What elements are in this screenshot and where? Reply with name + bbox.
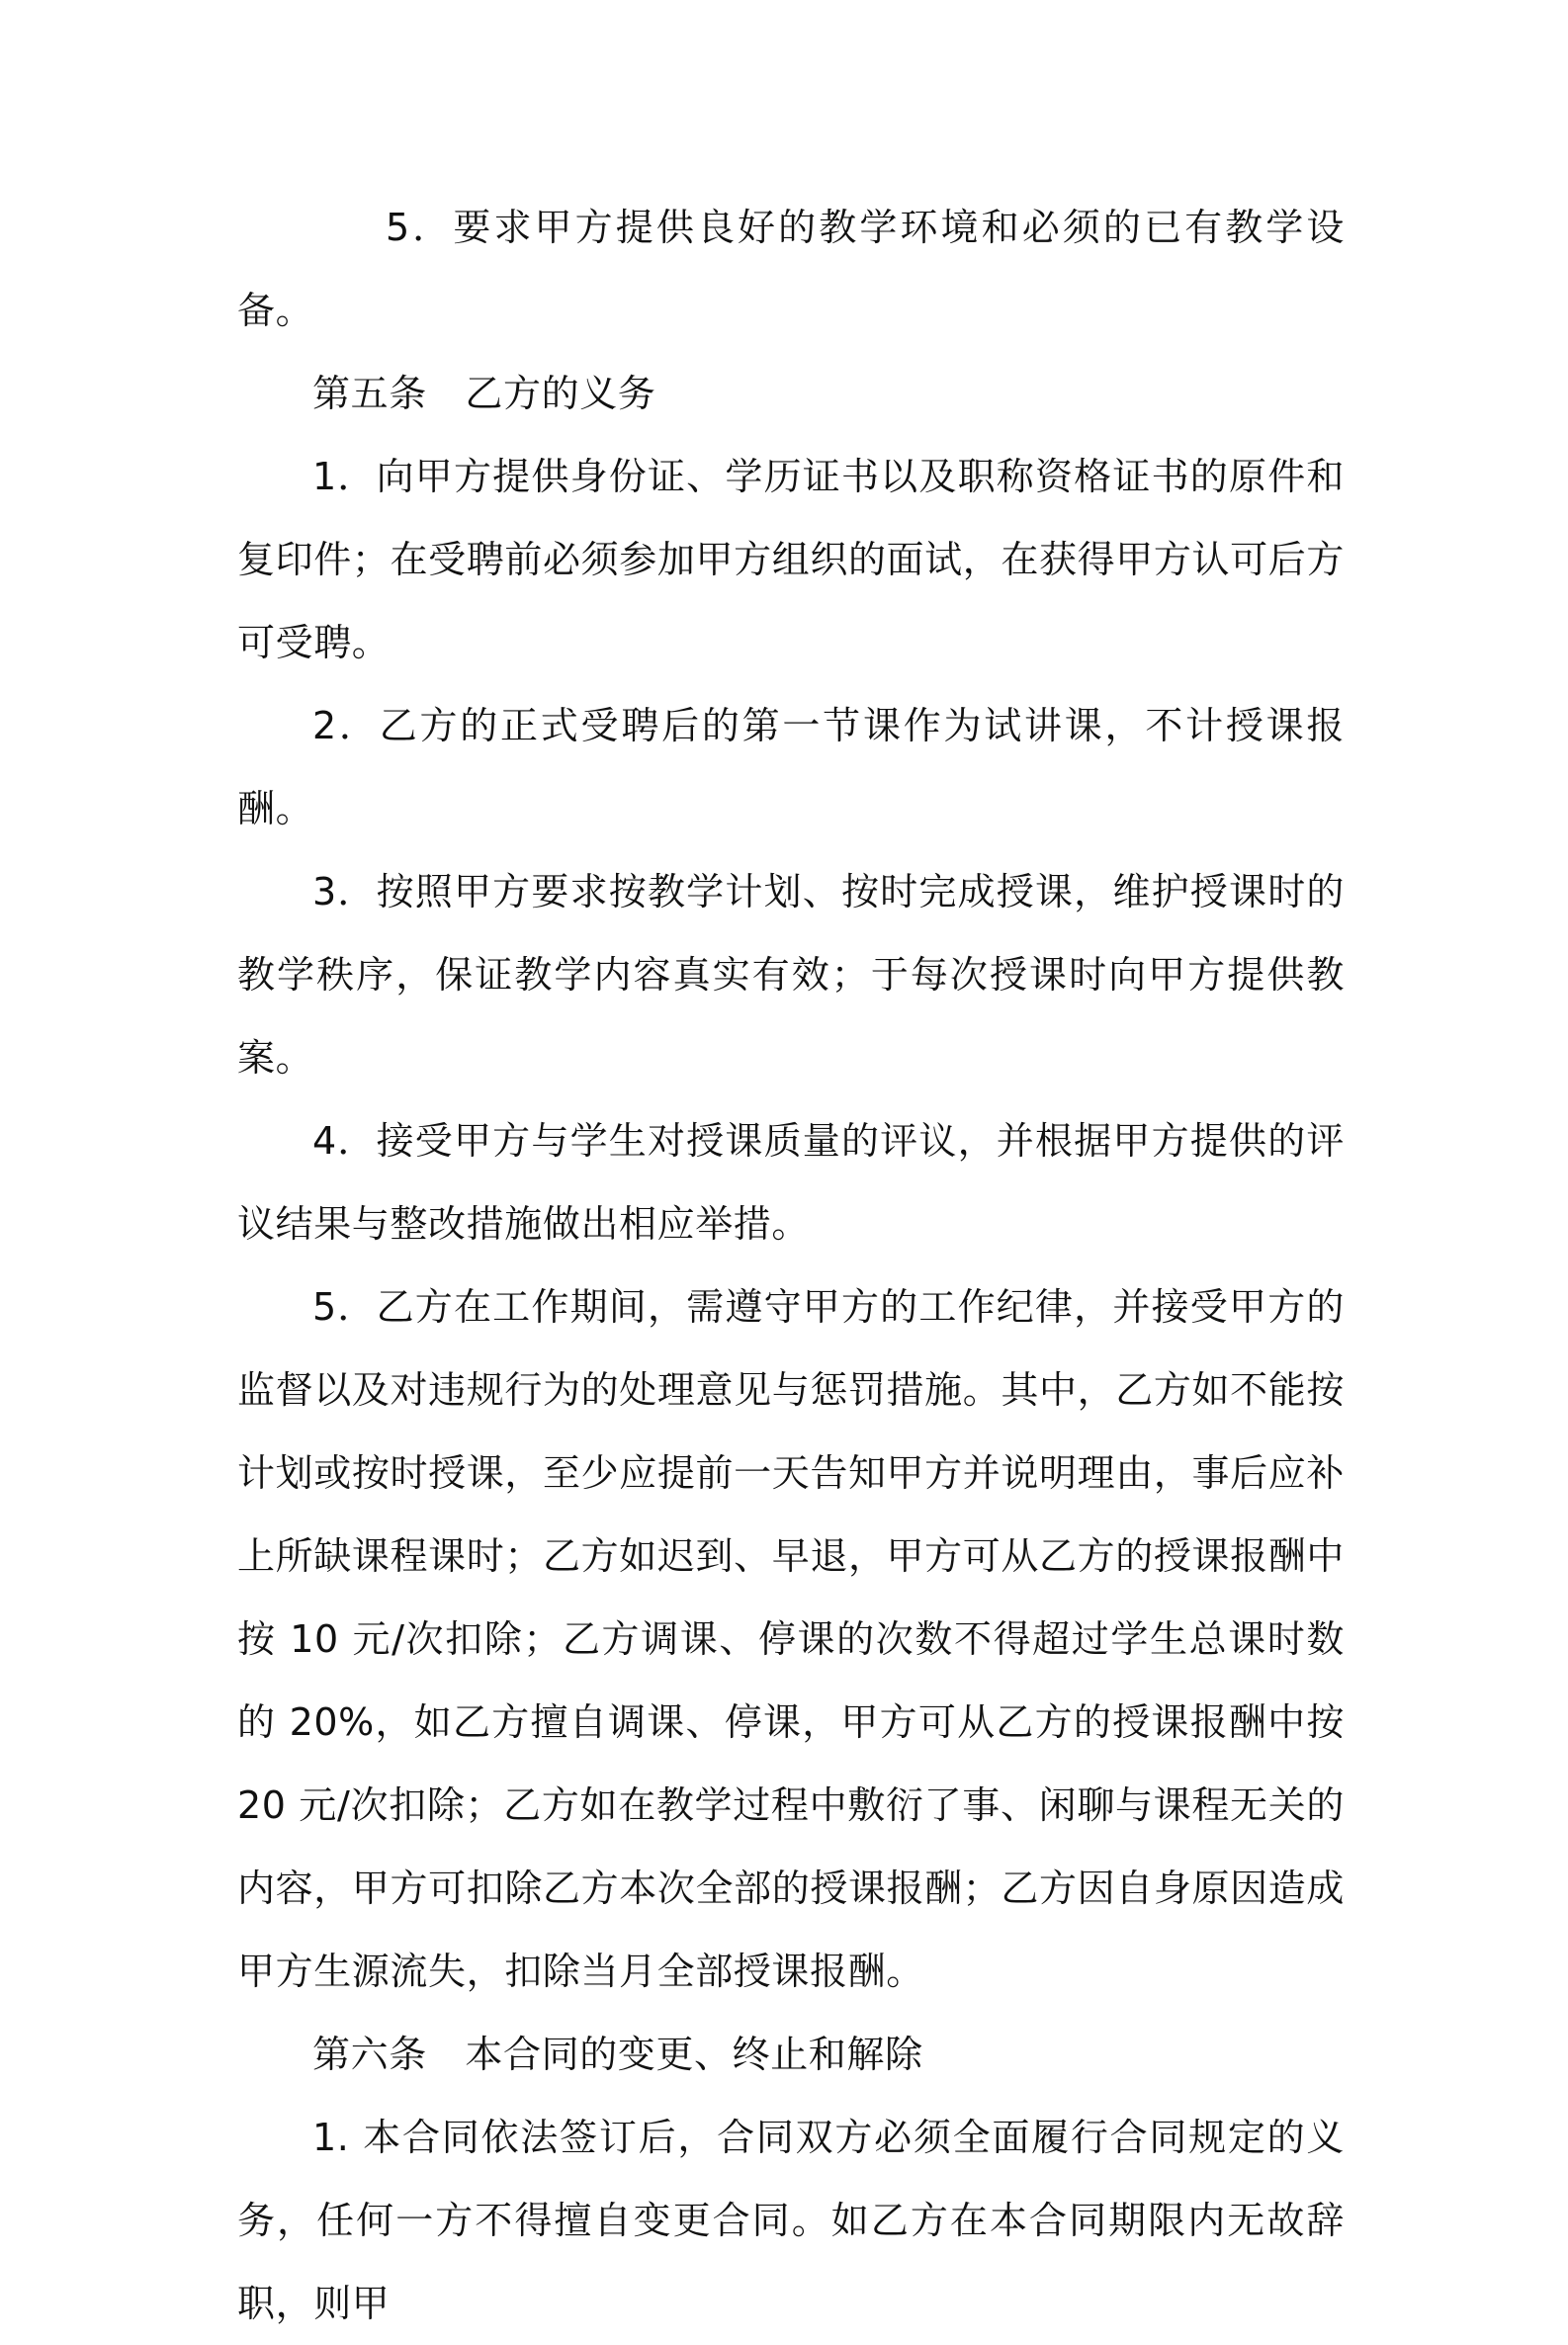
article-5-heading: 第五条 乙方的义务	[312, 372, 656, 415]
clause-4-item-5: 5．要求甲方提供良好的教学环境和必须的已有教学设备。	[237, 206, 1345, 332]
article-5-item-2: 2．乙方的正式受聘后的第一节课作为试讲课，不计授课报酬。	[237, 704, 1345, 830]
article-5-item-4: 4．接受甲方与学生对授课质量的评议，并根据甲方提供的评议结果与整改措施做出相应举措。	[237, 1119, 1345, 1246]
article-5-item-3: 3．按照甲方要求按教学计划、按时完成授课，维护授课时的教学秩序，保证教学内容真实有效；于每次授课时向甲方提供教案。	[237, 870, 1345, 1080]
article-6-item-1: 1. 本合同依法签订后，合同双方必须全面履行合同规定的义务，任何一方不得擅自变更合同。如乙方在本合同期限内无故辞职，则甲	[237, 2116, 1345, 2325]
article-6-heading: 第六条 本合同的变更、终止和解除	[312, 2033, 923, 2076]
article-5-item-1: 1．向甲方提供身份证、学历证书以及职称资格证书的原件和复印件；在受聘前必须参加甲方组织的面试，在获得甲方认可后方可受聘。	[237, 455, 1345, 664]
article-5-item-5: 5．乙方在工作期间，需遵守甲方的工作纪律，并接受甲方的监督以及对违规行为的处理意见与惩罚措施。其中，乙方如不能按计划或按时授课，至少应提前一天告知甲方并说明理由，事后应补上所缺课程课时；乙方如迟到、早退，甲方可从乙方的授课报酬中按 10 元/次扣除；乙方调课、停课的次数不得超过学生总课时数的 20%，如乙方擅自调课、停课，甲方可从乙方的授课报酬中按 20 元/次扣除；乙方如在教学过程中敷衍了事、闲聊与课程无关的内容，甲方可扣除乙方本次全部的授课报酬；乙方因自身原因造成甲方生源流失，扣除当月全部授课报酬。	[237, 1285, 1345, 1993]
document-body	[237, 186, 1345, 2345]
